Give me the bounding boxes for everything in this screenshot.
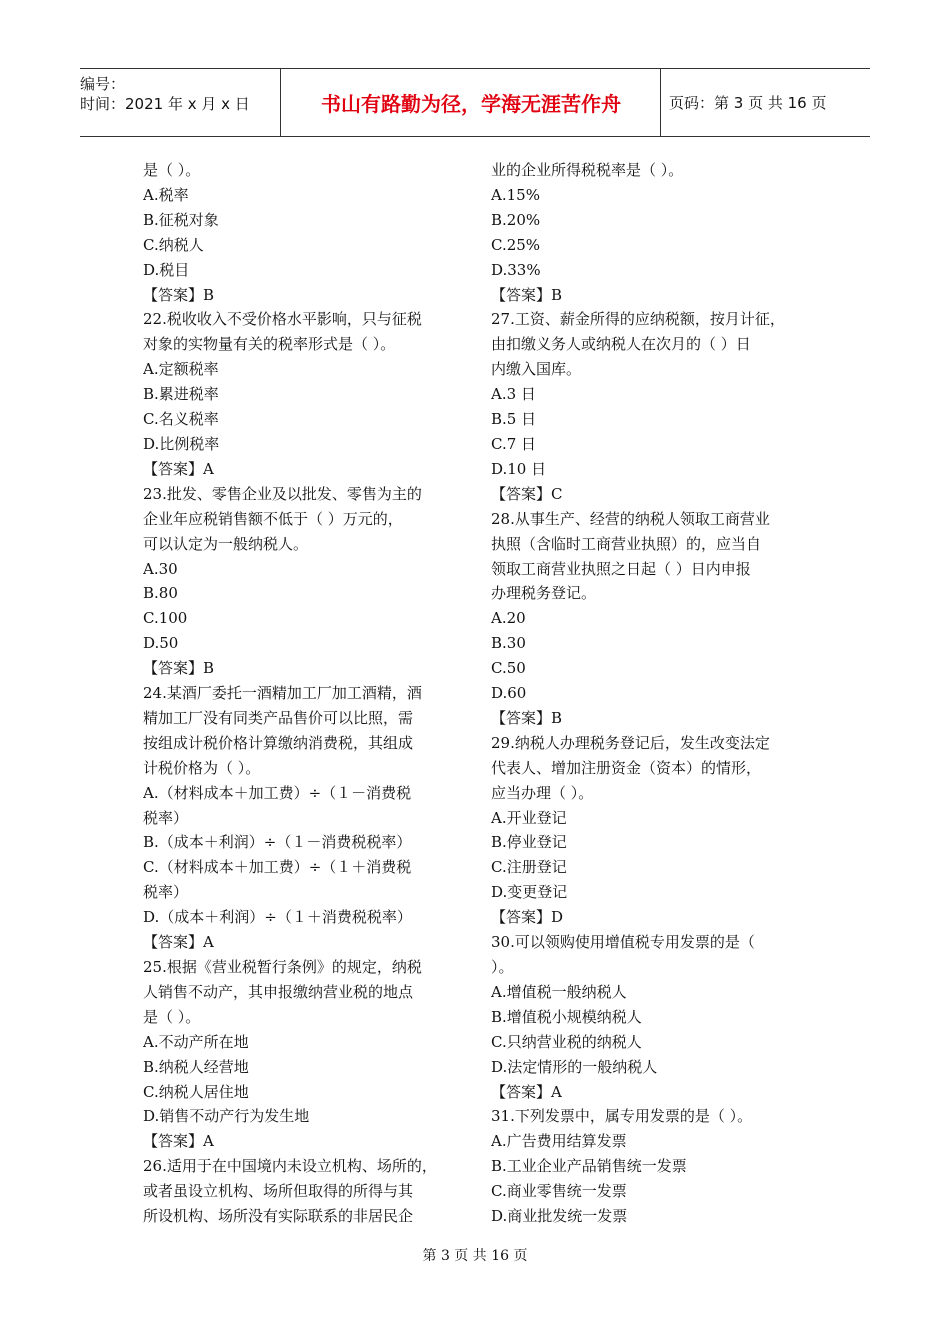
text-line: 【答案】B	[143, 285, 215, 304]
text-line: C.25%	[491, 235, 541, 254]
text-line: B.纳税人经营地	[143, 1057, 249, 1076]
text-line: 27.工资、薪金所得的应纳税额，按月计征，	[491, 310, 785, 329]
text-line: A.不动产所在地	[143, 1032, 249, 1051]
text-line: B.增值税小规模纳税人	[491, 1007, 642, 1026]
time-label: 时间：2021 年 x 月 x 日	[80, 95, 250, 113]
text-line: A.广告费用结算发票	[491, 1132, 627, 1151]
text-line: 对象的实物量有关的税率形式是（ ）。	[143, 335, 396, 354]
text-line: B.（成本＋利润）÷（１－消费税税率）	[143, 833, 412, 852]
text-line: D.法定情形的一般纳税人	[491, 1057, 658, 1076]
text-line: B.80	[143, 584, 178, 603]
text-line: A.开业登记	[491, 808, 567, 827]
text-line: B.30	[491, 634, 526, 653]
text-line: A.（材料成本＋加工费）÷（１－消费税	[143, 783, 412, 802]
text-line: 业的企业所得税税率是（ ）。	[491, 161, 684, 179]
text-line: C.注册登记	[491, 858, 567, 877]
text-line: 【答案】C	[491, 484, 563, 503]
text-line: 22.税收收入不受价格水平影响，只与征税	[143, 310, 422, 329]
text-line: 【答案】A	[143, 459, 214, 478]
text-line: D.（成本＋利润）÷（１＋消费税税率）	[143, 908, 412, 927]
page-header	[80, 68, 870, 137]
text-line: C.100	[143, 609, 188, 628]
text-line: 【答案】B	[143, 659, 215, 678]
text-line: 【答案】B	[491, 285, 563, 304]
text-line: 内缴入国库。	[491, 360, 582, 379]
code-label: 编号：	[80, 75, 126, 93]
text-line: 精加工厂没有同类产品售价可以比照，需	[143, 708, 414, 727]
text-line: B.停业登记	[491, 833, 567, 852]
text-line: 【答案】B	[491, 708, 563, 727]
page-footer: 第 3 页 共 16 页	[422, 1248, 528, 1264]
text-line: D.10 日	[491, 459, 547, 478]
text-line: C.商业零售统一发票	[491, 1182, 627, 1201]
text-line: 30.可以领购使用增值税专用发票的是（	[491, 933, 755, 952]
text-line: D.税目	[143, 260, 190, 279]
text-line: 人销售不动产，其申报缴纳营业税的地点	[143, 982, 414, 1001]
text-line: 26.适用于在中国境内未设立机构、场所的，	[143, 1157, 437, 1176]
text-line: 【答案】A	[491, 1082, 562, 1101]
text-line: 税率）	[143, 883, 189, 902]
text-line: C.（材料成本＋加工费）÷（１＋消费税	[143, 858, 412, 877]
text-line: C.纳税人居住地	[143, 1082, 249, 1101]
text-line: 29.纳税人办理税务登记后，发生改变法定	[491, 733, 770, 752]
text-line: 可以认定为一般纳税人。	[143, 534, 309, 553]
text-line: 企业年应税销售额不低于（ ）万元的，	[143, 509, 403, 528]
text-line: 代表人、增加注册资金（资本）的情形，	[491, 758, 762, 777]
text-line: 25.根据《营业税暂行条例》的规定，纳税	[143, 958, 422, 976]
text-line: B.征税对象	[143, 210, 219, 229]
header-page-number: 页码：第 3 页 共 16 页	[669, 94, 827, 112]
text-line: D.60	[491, 684, 527, 703]
text-line: ）。	[491, 958, 514, 976]
text-line: C.只纳营业税的纳税人	[491, 1032, 642, 1051]
text-line: 是（ ）。	[143, 161, 201, 179]
text-line: 所设机构、场所没有实际联系的非居民企	[143, 1207, 414, 1226]
text-line: D.33%	[491, 260, 541, 279]
text-line: A.定额税率	[143, 360, 219, 379]
text-line: A.增值税一般纳税人	[491, 982, 627, 1001]
text-line: 应当办理（ ）。	[491, 783, 594, 802]
text-line: 31.下列发票中，属专用发票的是（ ）。	[491, 1107, 753, 1126]
text-line: A.15%	[491, 185, 540, 204]
text-line: 是（ ）。	[143, 1007, 201, 1026]
text-line: 领取工商营业执照之日起（ ）日内申报	[491, 559, 751, 578]
text-line: 办理税务登记。	[491, 584, 597, 603]
text-line: 【答案】A	[143, 1132, 214, 1151]
text-line: C.名义税率	[143, 410, 219, 429]
text-line: D.变更登记	[491, 883, 568, 902]
right-text-column	[491, 158, 823, 1229]
text-line: A.税率	[143, 185, 189, 204]
header-meta-cell	[80, 69, 281, 136]
text-line: 税率）	[143, 808, 189, 827]
text-line: 23.批发、零售企业及以批发、零售为主的	[143, 484, 422, 503]
header-motto: 书山有路勤为径，学海无涯苦作舟	[282, 69, 661, 136]
text-line: 28.从事生产、经营的纳税人领取工商营业	[491, 509, 770, 528]
text-line: D.商业批发统一发票	[491, 1207, 628, 1226]
text-line: A.3 日	[491, 385, 536, 404]
text-line: 计税价格为（ ）。	[143, 758, 261, 777]
text-line: B.20%	[491, 210, 541, 229]
left-text-column	[143, 158, 473, 1229]
text-line: 由扣缴义务人或纳税人在次月的（ ）日	[491, 335, 751, 354]
text-line: 执照（含临时工商营业执照）的，应当自	[491, 534, 762, 553]
text-line: 【答案】A	[143, 933, 214, 952]
text-line: 或者虽设立机构、场所但取得的所得与其	[143, 1182, 414, 1201]
text-line: B.5 日	[491, 410, 537, 429]
text-line: D.比例税率	[143, 434, 220, 453]
text-line: C.50	[491, 659, 526, 678]
text-line: B.工业企业产品销售统一发票	[491, 1157, 687, 1176]
text-line: C.纳税人	[143, 235, 204, 254]
text-line: D.50	[143, 634, 179, 653]
text-line: A.20	[491, 609, 526, 628]
text-line: 24.某酒厂委托一酒精加工厂加工酒精，酒	[143, 684, 422, 703]
text-line: 【答案】D	[491, 908, 564, 927]
text-line: C.7 日	[491, 434, 537, 453]
text-line: D.销售不动产行为发生地	[143, 1107, 310, 1126]
text-line: B.累进税率	[143, 385, 219, 404]
text-line: A.30	[143, 559, 178, 578]
text-line: 按组成计税价格计算缴纳消费税，其组成	[143, 733, 414, 752]
